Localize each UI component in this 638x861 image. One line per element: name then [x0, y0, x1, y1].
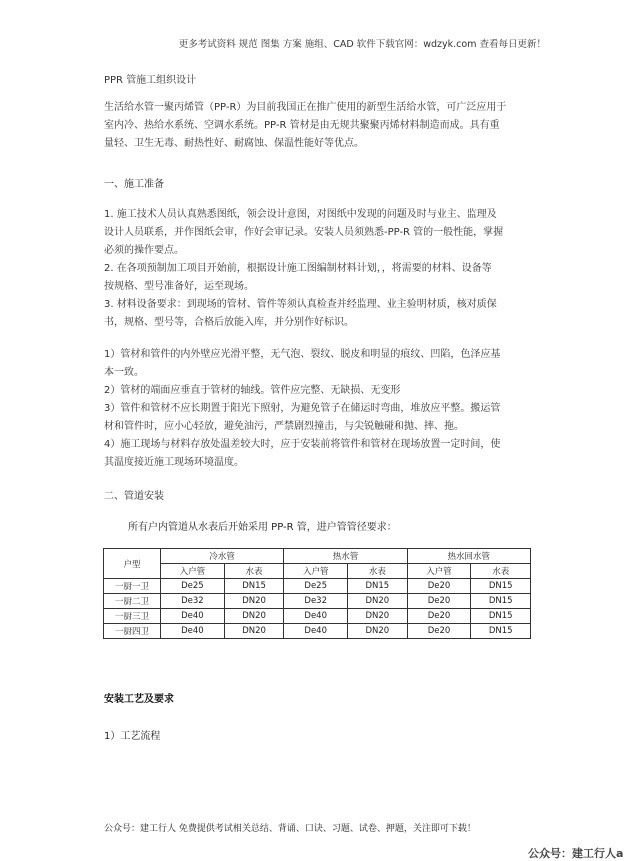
- list-item: 4）施工现场与材料存放处温差较大时，应于安装前将管件和管材在现场放置一定时间，使: [104, 439, 501, 450]
- table-cell: De40: [284, 609, 348, 624]
- footer-note: 公众号：建工行人 免费提供考试相关总结、背诵、口诀、习题、试卷、押题，关注即可下载！: [104, 824, 476, 834]
- table-row: [104, 609, 531, 624]
- row-label: 一厨四卫: [104, 624, 161, 639]
- table-cell: DN20: [224, 624, 284, 639]
- table-cell: De20: [407, 579, 471, 594]
- list-item: 必须的操作要点。: [104, 245, 184, 256]
- table-cell: DN15: [224, 579, 284, 594]
- table-cell: De25: [284, 579, 348, 594]
- section-3-heading: 安装工艺及要求: [104, 694, 174, 705]
- table-cell: De20: [407, 594, 471, 609]
- header-cell: 入户管: [407, 564, 471, 579]
- list-item: 本一致。: [104, 367, 144, 378]
- list-item: 3）管件和管材不应长期置于阳光下照射，为避免管子在储运时弯曲，堆放应平整。搬运管: [104, 403, 501, 414]
- intro-paragraph: [104, 99, 536, 153]
- header-cell: 水表: [348, 564, 408, 579]
- table-cell: DN20: [224, 594, 284, 609]
- table-cell: De20: [407, 609, 471, 624]
- table-row: [104, 624, 531, 639]
- list-item: 1. 施工技术人员认真熟悉图纸，领会设计意图，对图纸中发现的问题及时与业主、监理及: [104, 209, 497, 220]
- list-item: 其温度接近施工现场环境温度。: [104, 457, 244, 468]
- row-label: 一厨二卫: [104, 594, 161, 609]
- table-subheader-row: [104, 564, 531, 579]
- header-cell-group: 热水管: [284, 549, 407, 564]
- header-banner: 更多考试资料 规范 图集 方案 施组、CAD 软件下载官网：wdzyk.com 查看每日更新！: [178, 39, 546, 50]
- section-2-intro: 所有户内管道从水表后开始采用 PP-R 管，进户管管径要求：: [128, 522, 397, 533]
- intro-line: 室内冷、热给水系统、空调水系统。PP-R 管材是由无规共聚聚丙烯材料制造而成。具有重: [104, 120, 500, 131]
- watermark: 公众号：建工行人a: [528, 847, 624, 860]
- row-label: 一厨三卫: [104, 609, 161, 624]
- document-title: PPR 管施工组织设计: [104, 75, 197, 86]
- header-cell-group: 冷水管: [161, 549, 284, 564]
- table-cell: De32: [161, 594, 225, 609]
- table-cell: De40: [284, 624, 348, 639]
- header-cell: 水表: [224, 564, 284, 579]
- list-item: 设计人员联系，并作图纸会审，作好会审记录。安装人员须熟悉-PP-R 管的一般性能，掌握: [104, 227, 504, 238]
- section-2-heading: 二、管道安装: [104, 491, 164, 502]
- table-cell: DN15: [471, 624, 531, 639]
- table-cell: DN20: [348, 594, 408, 609]
- table-cell: De20: [407, 624, 471, 639]
- header-cell-unit-type: 户型: [104, 549, 161, 579]
- row-label: 一厨一卫: [104, 579, 161, 594]
- header-cell-group: 热水回水管: [407, 549, 530, 564]
- header-cell: 入户管: [161, 564, 225, 579]
- table-cell: De40: [161, 609, 225, 624]
- list-item: 2. 在各项预制加工项目开始前，根据设计施工图编制材料计划，，将需要的材料、设备等: [104, 263, 492, 274]
- list-item: 书，规格、型号等，合格后放能入库，并分别作好标识。: [104, 317, 354, 328]
- table-cell: DN20: [224, 609, 284, 624]
- table-cell: DN15: [471, 594, 531, 609]
- section-1-requirements: [104, 346, 536, 472]
- list-item: 3. 材料设备要求：到现场的管材、管件等须认真检查并经监理、业主验明材质，核对质保: [104, 299, 497, 310]
- list-item: 1）管材和管件的内外壁应光滑平整，无气泡、裂纹、脱皮和明显的痕纹、凹陷，色泽应基: [104, 349, 501, 360]
- intro-line: 量轻、卫生无毒、耐热性好、耐腐蚀、保温性能好等优点。: [104, 138, 364, 149]
- table-cell: DN15: [471, 609, 531, 624]
- intro-line: 生活给水管一聚丙烯管（PP-R）为目前我国正在推广使用的新型生活给水管，可广泛应用于: [104, 102, 507, 113]
- table-cell: De40: [161, 624, 225, 639]
- table-row: [104, 579, 531, 594]
- table-cell: DN20: [348, 624, 408, 639]
- table-cell: DN15: [348, 579, 408, 594]
- table-row: [104, 594, 531, 609]
- section-1-items: [104, 206, 536, 332]
- list-item: 材和管件时，应小心轻放，避免油污，严禁剧烈撞击，与尖锐触碰和抛、摔、拖。: [104, 421, 464, 432]
- table-cell: De25: [161, 579, 225, 594]
- header-cell: 入户管: [284, 564, 348, 579]
- table-cell: De32: [284, 594, 348, 609]
- section-3-item: 1）工艺流程: [104, 731, 161, 742]
- pipe-size-table: [103, 548, 531, 639]
- list-item: 2）管材的端面应垂直于管材的轴线。管件应完整、无缺损、无变形: [104, 385, 401, 396]
- table-cell: DN20: [348, 609, 408, 624]
- list-item: 按规格、型号准备好，运至现场。: [104, 281, 254, 292]
- table-header-row: [104, 549, 531, 564]
- table-cell: DN15: [471, 579, 531, 594]
- header-cell: 水表: [471, 564, 531, 579]
- section-1-heading: 一、施工准备: [104, 179, 164, 190]
